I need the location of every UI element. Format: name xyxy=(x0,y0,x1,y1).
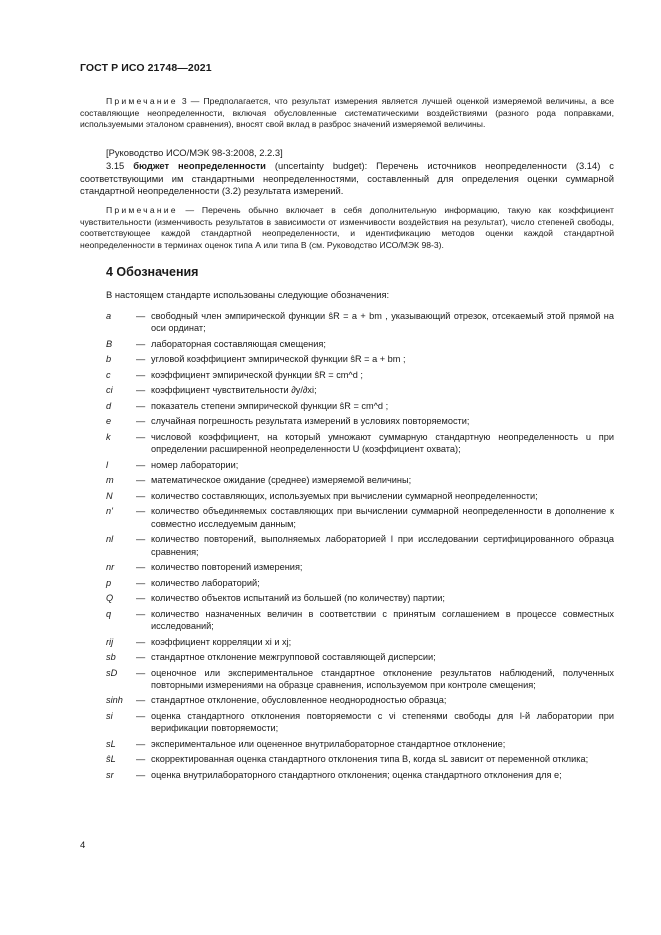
symbol: d xyxy=(106,400,112,411)
symbol-row xyxy=(106,490,614,502)
symbol-description: номер лаборатории; xyxy=(151,459,239,470)
symbol: a xyxy=(106,311,112,321)
dash: — xyxy=(136,400,146,411)
symbol-description: стандартное отклонение, обусловленное неоднородностью образца; xyxy=(151,695,447,706)
symbol: l xyxy=(106,459,109,470)
symbol: e xyxy=(106,416,112,427)
symbol-row xyxy=(106,415,614,427)
symbol-description: лабораторная составляющая смещения; xyxy=(151,338,326,349)
symbol-row xyxy=(106,474,614,486)
reference: [Руководство ИСО/МЭК 98-3:2008, 2.2.3] xyxy=(106,147,283,158)
symbol-row xyxy=(106,400,614,412)
dash: — xyxy=(136,416,146,427)
symbol-description: скорректированная оценка стандартного отклонения типа B, когда sL зависит от переменной отклика; xyxy=(151,754,589,765)
dash: — xyxy=(136,593,146,604)
note-3 xyxy=(80,96,614,131)
symbol-row xyxy=(106,369,614,381)
symbol-description: количество повторений измерения; xyxy=(151,562,303,573)
symbol: m xyxy=(106,475,114,486)
symbol-row xyxy=(106,769,614,781)
symbol-description: количество составляющих, используемых при вычислении суммарной неопределенности; xyxy=(151,490,538,501)
symbol: c xyxy=(106,369,111,380)
symbol-row xyxy=(106,533,614,558)
symbol-description: количество назначенных величин в соответствии с принятым соглашением в процессе совместных исследований; xyxy=(151,608,614,632)
dash: — xyxy=(136,695,146,706)
dash: — xyxy=(136,354,146,365)
dash: — xyxy=(136,506,146,517)
dash: — xyxy=(136,608,146,619)
note-label: Примечание xyxy=(106,205,178,215)
note-body: 3 — Предполагается, что результат измерения является лучшей оценкой измеряемой величины, а все составляющие неопределенности, включая обусловленные систематическими воздействиями (разного рода поправками, используемыми эталоном сравнения), вносят свой вклад в разброс значений измеряемой величины. xyxy=(80,96,614,130)
note-budget xyxy=(80,205,614,251)
symbol-row xyxy=(106,710,614,735)
term-3-15 xyxy=(80,160,614,198)
dash: — xyxy=(136,385,146,396)
symbol-row xyxy=(106,636,614,648)
symbol-row xyxy=(106,561,614,573)
symbol-description: количество объектов испытаний из большей (по количеству) партии; xyxy=(151,593,445,604)
symbol: b xyxy=(106,354,112,365)
symbol-description: оценочное или экспериментальное стандартное отклонение результатов наблюдений, полученных повторными измерениями на образце сравнения, используемом при контроле смещения; xyxy=(151,667,614,690)
symbol: sD xyxy=(106,667,118,678)
symbol-description: количество объединяемых составляющих при вычислении суммарной неопределенности в дополнение к совместно исследуемым данным; xyxy=(151,506,614,529)
symbol: sr xyxy=(106,769,114,780)
symbol-row xyxy=(106,353,614,365)
symbol: k xyxy=(106,431,111,442)
symbol-description: показатель степени эмпирической функции ŝR = cm^d ; xyxy=(151,400,389,411)
note-label: Примечание xyxy=(106,96,178,106)
dash: — xyxy=(136,769,146,780)
document-header: ГОСТ Р ИСО 21748—2021 xyxy=(80,62,212,74)
term-body: (uncertainty budget): Перечень источников неопределенности (3.14) с соответствующими им стандартными неопределенностями, составленный для определения оценки суммарной стандартной неопределенности (3.2) результата измерений. xyxy=(80,160,614,197)
dash: — xyxy=(136,369,146,380)
dash: — xyxy=(136,338,146,349)
dash: — xyxy=(136,636,146,647)
symbol-row xyxy=(106,338,614,350)
symbol-description: количество лабораторий; xyxy=(151,577,260,588)
page-number: 4 xyxy=(80,840,86,851)
symbol-description: случайная погрешность результата измерений в условиях повторяемости; xyxy=(151,416,470,427)
symbol: p xyxy=(106,577,112,588)
dash: — xyxy=(136,754,146,765)
symbol-row xyxy=(106,667,614,692)
symbol: q xyxy=(106,608,112,619)
symbol-row xyxy=(106,608,614,633)
symbol-row xyxy=(106,651,614,663)
symbol: si xyxy=(106,710,113,721)
symbol: ŝL xyxy=(106,754,116,765)
symbol-description: коэффициент эмпирической функции ŝR = cm^d ; xyxy=(151,369,363,380)
symbol: sb xyxy=(106,652,116,663)
dash: — xyxy=(136,562,146,573)
symbol-row xyxy=(106,753,614,765)
section-intro: В настоящем стандарте использованы следующие обозначения: xyxy=(106,289,390,300)
symbol-description: оценка внутрилабораторного стандартного отклонения; оценка стандартного отклонения для e; xyxy=(151,769,562,780)
symbol-row xyxy=(106,577,614,589)
note-body: — Перечень обычно включает в себя дополнительную информацию, такую как коэффициент чувствительности (изменчивость результатов в зависимости от изменчивости воздействия на результат), число степеней свободы, соответствующее каждой стандартной неопределенности, и идентификацию методов оценки каждой стандартной неопределенности в терминах оценок типа А или типа В (см. Руководство ИСО/МЭК 98-3). xyxy=(80,205,614,250)
dash: — xyxy=(136,710,146,721)
term-name: бюджет неопределенности xyxy=(133,160,266,171)
symbol: N xyxy=(106,490,113,501)
symbol: sL xyxy=(106,738,116,749)
symbol-row xyxy=(106,431,614,456)
symbol-row xyxy=(106,459,614,471)
symbol: nr xyxy=(106,562,115,573)
symbol-description: математическое ожидание (среднее) измеряемой величины; xyxy=(151,475,412,486)
dash: — xyxy=(136,459,146,470)
symbol-description: числовой коэффициент, на который умножают суммарную стандартную неопределенность u при определении расширенной неопределенности U (коэффициент охвата); xyxy=(151,431,614,455)
section-title: 4 Обозначения xyxy=(106,265,199,279)
symbol: Q xyxy=(106,593,114,604)
symbol-list xyxy=(106,310,614,784)
dash: — xyxy=(136,431,146,442)
dash: — xyxy=(136,534,146,545)
symbol: rij xyxy=(106,636,114,647)
symbol: n' xyxy=(106,506,113,517)
dash: — xyxy=(136,652,146,663)
dash: — xyxy=(136,311,146,321)
symbol-row xyxy=(106,592,614,604)
dash: — xyxy=(136,490,146,501)
symbol-row xyxy=(106,384,614,396)
symbol-description: коэффициент корреляции xi и xj; xyxy=(151,636,292,647)
symbol-row xyxy=(106,738,614,750)
term-number: 3.15 xyxy=(106,160,134,171)
dash: — xyxy=(136,577,146,588)
dash: — xyxy=(136,475,146,486)
symbol: nl xyxy=(106,534,114,545)
symbol-row xyxy=(106,505,614,530)
symbol: B xyxy=(106,338,113,349)
symbol-row xyxy=(106,310,614,335)
symbol-description: стандартное отклонение межгрупповой составляющей дисперсии; xyxy=(151,652,436,663)
dash: — xyxy=(136,738,146,749)
symbol-description: количество повторений, выполняемых лабораторией l при исследовании сертифицированного образца сравнения; xyxy=(151,534,614,557)
symbol: ci xyxy=(106,385,113,396)
symbol-description: оценка стандартного отклонения повторяемости с νi степенями свободы для l-й лаборатории при верификации повторяемости; xyxy=(151,710,614,734)
symbol-description: свободный член эмпирической функции ŝR = a + bm , указывающий отрезок, отсекаемый этой прямой на оси ординат; xyxy=(151,311,614,334)
symbol-description: экспериментальное или оцененное внутрилабораторное стандартное отклонение; xyxy=(151,738,506,749)
symbol: sinh xyxy=(106,695,123,706)
dash: — xyxy=(136,667,146,678)
symbol-description: угловой коэффициент эмпирической функции ŝR = a + bm ; xyxy=(151,354,406,365)
symbol-description: коэффициент чувствительности ∂y/∂xi; xyxy=(151,385,317,396)
symbol-row xyxy=(106,694,614,706)
